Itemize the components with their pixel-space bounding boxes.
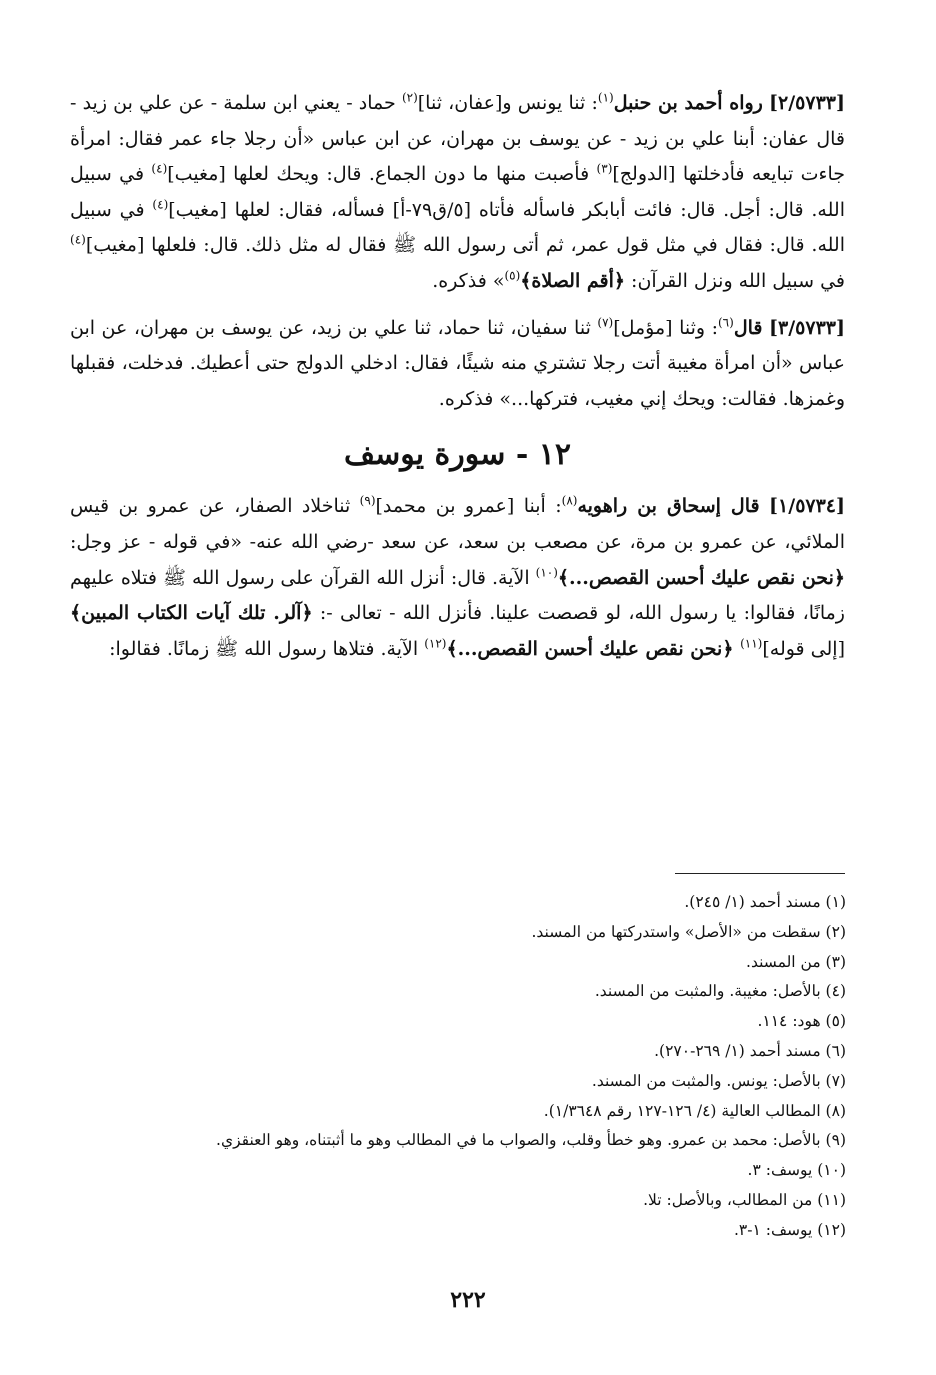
footnote: (١) مسند أحمد (١/ ٢٤٥). bbox=[684, 893, 846, 911]
footnote-marker: (٤) bbox=[152, 197, 169, 212]
footnote: (٧) بالأصل: يونس. والمثبت من المسند. bbox=[591, 1071, 846, 1090]
footnote-marker: (١) bbox=[597, 90, 614, 105]
quran-quote: ﴿آلر. تلك آيات الكتاب المبين﴾ bbox=[70, 602, 313, 625]
hadith-source: قال bbox=[733, 316, 763, 339]
footnote: (١٠) يوسف: ٣. bbox=[747, 1161, 846, 1180]
text-run: » فذكره. bbox=[432, 269, 505, 292]
text-run: : ثنا يونس و[عفان، ثنا] bbox=[417, 92, 598, 114]
footnote-marker: (٤) bbox=[151, 161, 168, 176]
hadith-source: قال إسحاق بن راهويه bbox=[577, 495, 760, 518]
footnotes bbox=[60, 888, 846, 1246]
hadith-paragraph bbox=[70, 489, 845, 667]
hadith-ref: [٢/٥٧٣٣] bbox=[769, 92, 845, 114]
footnote: (١١) من المطالب، وبالأصل: تلا. bbox=[643, 1190, 846, 1209]
text-run: : أبنا [عمرو بن محمد] bbox=[375, 495, 562, 518]
hadith-ref: [٣/٥٧٣٣] bbox=[769, 316, 845, 339]
text-run: [إلى قوله] bbox=[762, 637, 845, 660]
footnote: (١٢) يوسف: ١-٣. bbox=[733, 1220, 846, 1239]
footnote: (٤) بالأصل: مغيبة. والمثبت من المسند. bbox=[594, 982, 846, 1001]
text-run: ثنا سفيان، ثنا حماد، ثنا علي بن زيد، عن يوسف بن مهران، عن ابن عباس «أن امرأة مغيبة أتت رجلا تشتري منه شيئًا، فقال: ادخلي الدولج حتى أعطيك. فدخلت، فقبلها وغمزها. فقالت: ويحك إني مغيب، فتركها...» فذكره. bbox=[70, 316, 845, 410]
text-run: الآية. فتلاها رسول الله ﷺ زمانًا. فقالوا: bbox=[109, 637, 425, 660]
quran-quote: ﴿نحن نقص عليك أحسن القصص...﴾ bbox=[446, 637, 741, 660]
text-run: في سبيل الله. قال: فقال في مثل قول عمر، ثم أتى رسول الله ﷺ فقال له مثل ذلك. قال: فلعلها [مغيب] bbox=[70, 198, 845, 257]
text-run: فأصبت منها ما دون الجماع. قال: ويحك لعلها [مغيب] bbox=[167, 163, 597, 186]
footnote-marker: (٣) bbox=[596, 161, 613, 176]
footnote: (٣) من المسند. bbox=[746, 952, 846, 971]
footnote: (٩) بالأصل: محمد بن عمرو. وهو خطأ وقلب، والصواب ما في المطالب وهو ما أثبتناه، وهو العنقزي. bbox=[216, 1131, 846, 1150]
main-text bbox=[70, 86, 845, 667]
footnote-marker: (٩) bbox=[359, 494, 376, 509]
footnote-marker: (١٠) bbox=[535, 565, 558, 580]
text-run: ثناخلاد الصفار، عن عمرو بن قيس الملائي، عن عمرو بن مرة، عن مصعب بن سعد، عن سعد -رضي الله عنه- «في قوله - عز وجل: bbox=[70, 495, 845, 553]
footnote-marker: (٤) bbox=[70, 233, 86, 248]
hadith-source: رواه أحمد بن حنبل bbox=[613, 92, 763, 114]
footnote-marker: (٥) bbox=[504, 268, 521, 283]
footnote-separator bbox=[675, 873, 845, 874]
hadith-paragraph bbox=[70, 311, 845, 418]
footnote: (٥) هود: ١١٤. bbox=[757, 1012, 846, 1031]
text-run: حماد - يعني ابن سلمة - عن علي بن زيد - قال عفان: أبنا علي بن زيد - عن يوسف بن مهران، عن ابن عباس «أن رجلا جاء عمر فقال: امرأة جاءت تبايعه فأدخلتها [الدولج] bbox=[70, 92, 846, 186]
footnote-marker: (١٢) bbox=[424, 636, 447, 651]
footnote: (٢) سقطت من «الأصل» واستدركتها من المسند. bbox=[531, 922, 846, 941]
footnote-marker: (٢) bbox=[401, 90, 418, 105]
text-run: في سبيل الله. قال: أجل. قال: فائت أبابكر فاسأله فأتاه [٥/ق٧٩-أ] فسأله، فقال: لعلها [مغيب] bbox=[70, 163, 845, 221]
footnote-marker: (١١) bbox=[740, 636, 763, 651]
footnote: (٦) مسند أحمد (١/ ٢٦٩-٢٧٠). bbox=[654, 1041, 846, 1060]
hadith-ref: [١/٥٧٣٤] bbox=[769, 495, 846, 518]
text-run: : وثنا [مؤمل] bbox=[613, 316, 718, 339]
footnote-marker: (٨) bbox=[561, 494, 578, 509]
footnote-marker: (٧) bbox=[597, 315, 614, 330]
footnote: (٨) المطالب العالية (٤/ ١٢٦-١٢٧ رقم ١/٣٦٤٨). bbox=[543, 1101, 846, 1120]
footnote-marker: (٦) bbox=[717, 315, 734, 330]
quran-quote: ﴿نحن نقص عليك أحسن القصص...﴾ bbox=[557, 566, 845, 589]
quran-quote: ﴿أقم الصلاة﴾ bbox=[520, 269, 626, 292]
text-run: في سبيل الله ونزل القرآن: bbox=[625, 269, 845, 292]
section-heading: ١٢ - سورة يوسف bbox=[344, 437, 571, 473]
hadith-paragraph bbox=[70, 86, 845, 300]
text-run: الآية. قال: أنزل الله القرآن على رسول الله ﷺ فتلاه عليهم زمانًا، فقالوا: يا رسول الله، لو قصصت علينا. فأنزل الله - تعالى -: bbox=[70, 566, 845, 625]
page-number: ٢٢٢ bbox=[450, 1287, 486, 1313]
